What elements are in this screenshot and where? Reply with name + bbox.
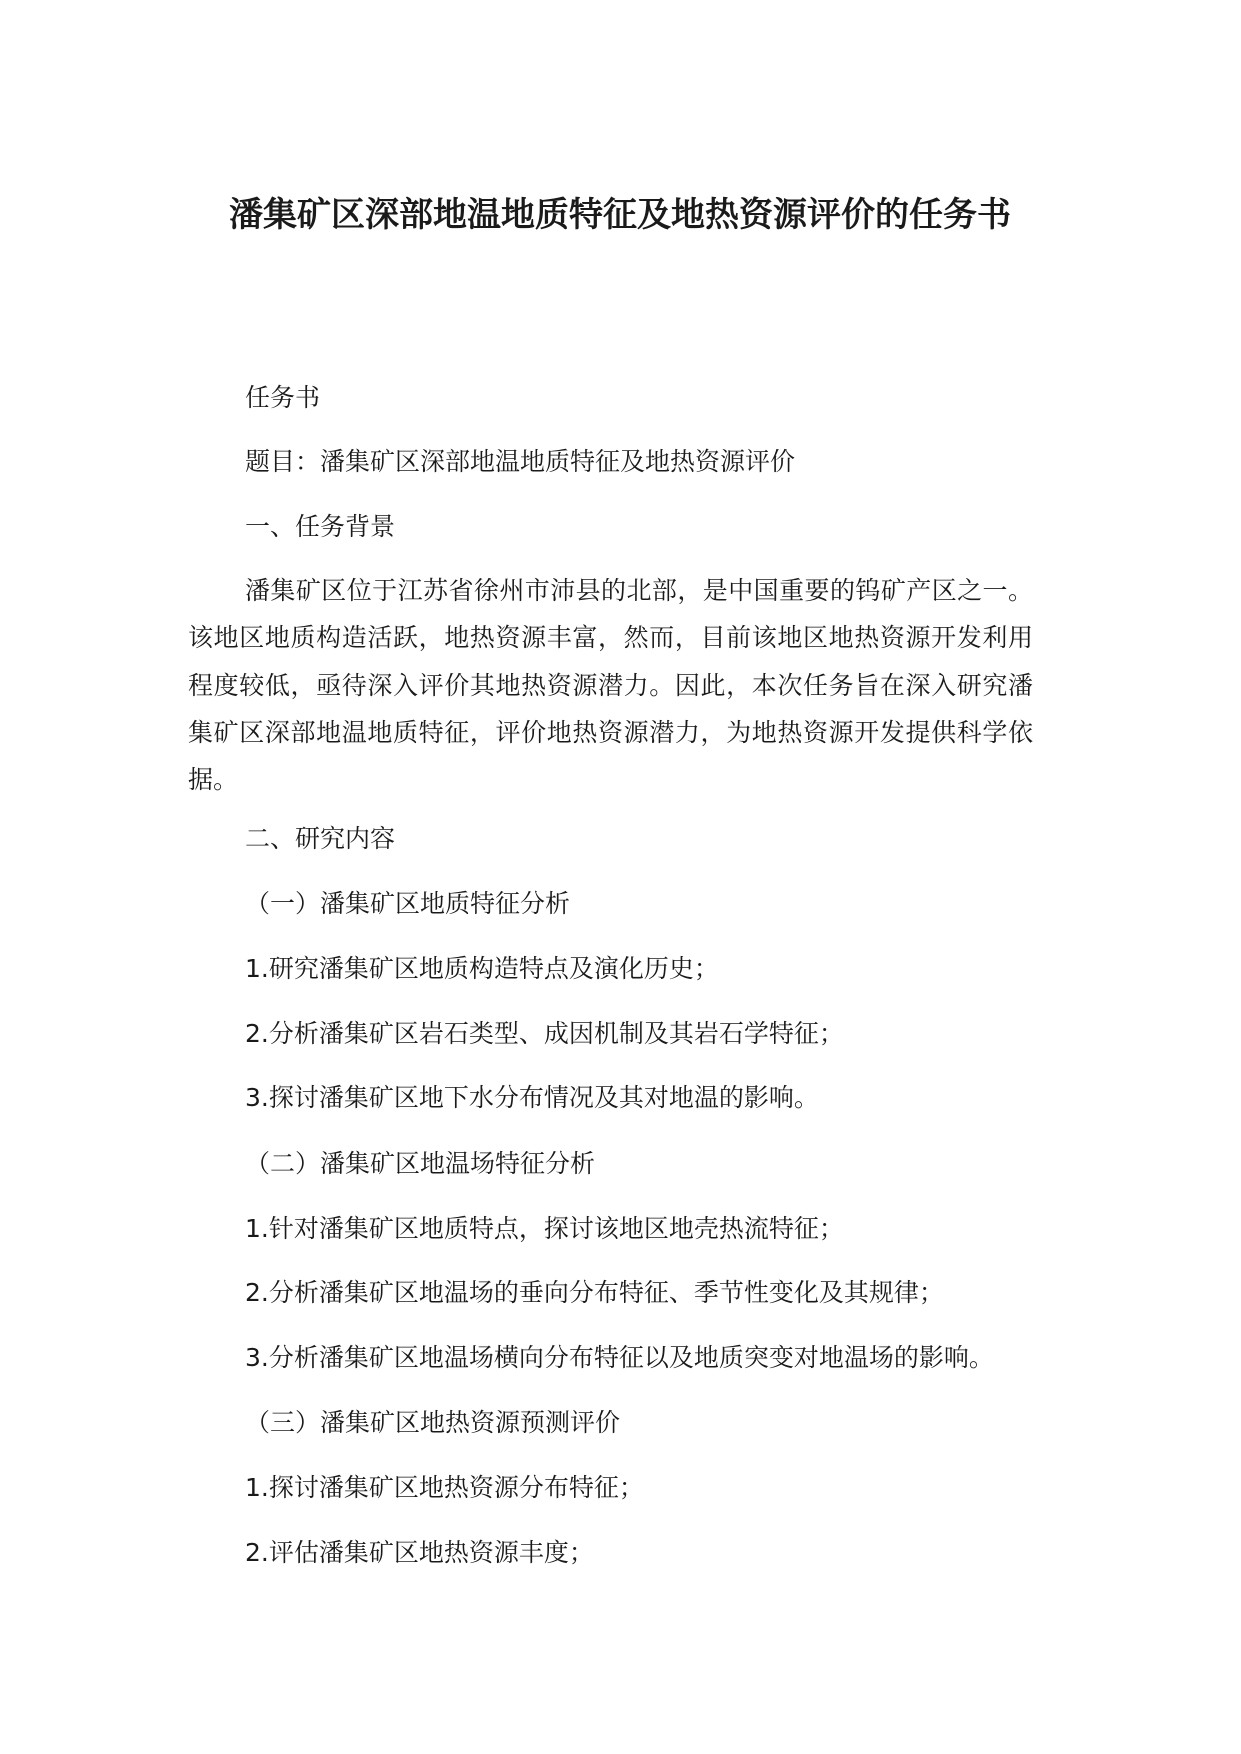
list-item: 3.分析潘集矿区地温场横向分布特征以及地质突变对地温场的影响。 xyxy=(245,1343,994,1372)
subsection-heading-resource-evaluation: （三）潘集矿区地热资源预测评价 xyxy=(245,1408,621,1437)
list-item: 1.研究潘集矿区地质构造特点及演化历史； xyxy=(245,954,719,983)
topic-line: 题目：潘集矿区深部地温地质特征及地热资源评价 xyxy=(245,447,796,476)
subsection-heading-geology: （一）潘集矿区地质特征分析 xyxy=(245,889,571,918)
list-item: 2.分析潘集矿区岩石类型、成因机制及其岩石学特征； xyxy=(245,1019,844,1048)
section-heading-research: 二、研究内容 xyxy=(245,824,396,853)
task-heading: 任务书 xyxy=(245,383,321,412)
list-item: 1.探讨潘集矿区地热资源分布特征； xyxy=(245,1473,644,1502)
subsection-heading-geothermal-field: （二）潘集矿区地温场特征分析 xyxy=(245,1149,596,1178)
list-item: 2.分析潘集矿区地温场的垂向分布特征、季节性变化及其规律； xyxy=(245,1278,944,1307)
list-item: 1.针对潘集矿区地质特点，探讨该地区地壳热流特征； xyxy=(245,1214,844,1243)
section-heading-background: 一、任务背景 xyxy=(245,512,396,541)
list-item: 3.探讨潘集矿区地下水分布情况及其对地温的影响。 xyxy=(245,1083,819,1112)
document-title: 潘集矿区深部地温地质特征及地热资源评价的任务书 xyxy=(229,195,1011,235)
background-paragraph: 潘集矿区位于江苏省徐州市沛县的北部，是中国重要的钨矿产区之一。该地区地质构造活跃，地热资源丰富，然而，目前该地区地热资源开发利用程度较低，亟待深入评价其地热资源潜力。因此，本次任务旨在深入研究潘集矿区深部地温地质特征，评价地热资源潜力，为地热资源开发提供科学依据。 xyxy=(188,576,1033,795)
list-item: 2.评估潘集矿区地热资源丰度； xyxy=(245,1538,594,1567)
